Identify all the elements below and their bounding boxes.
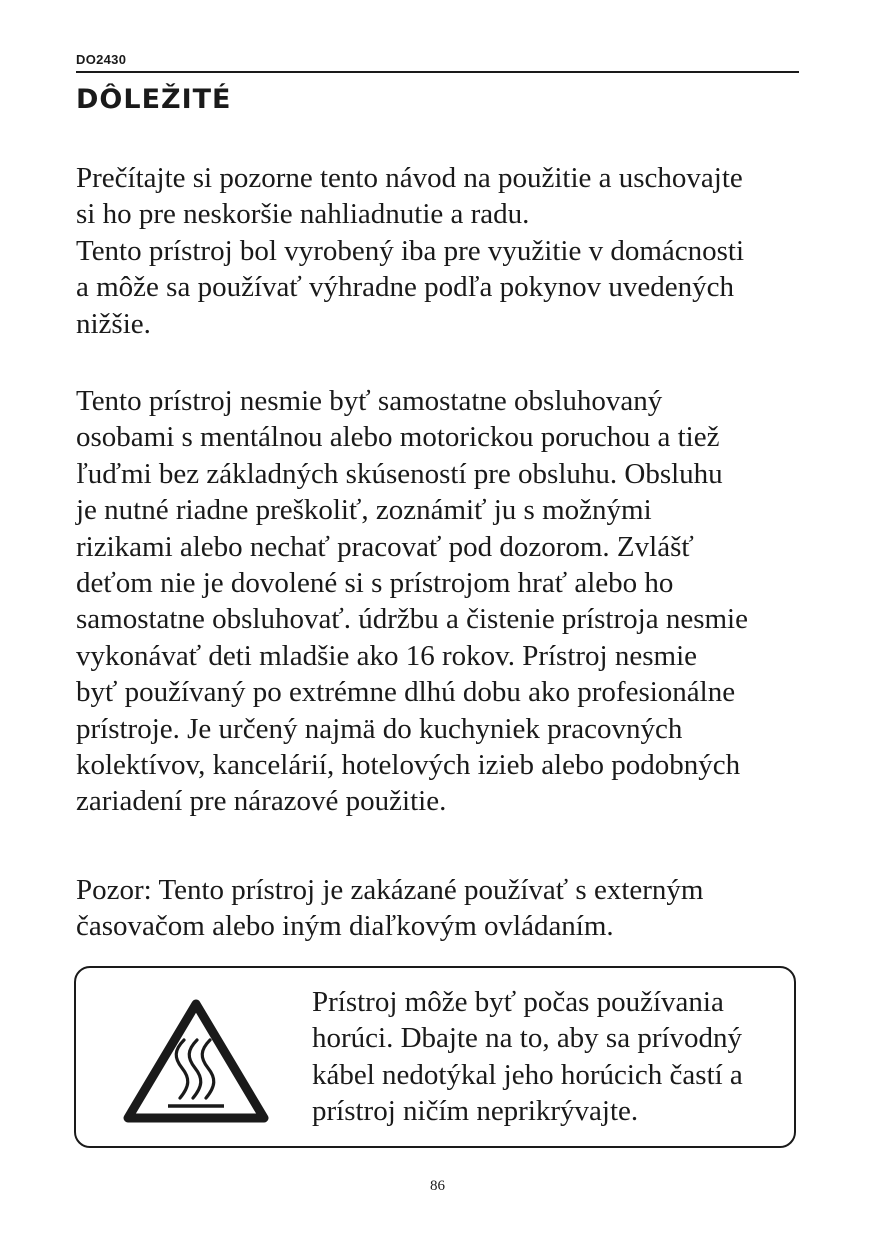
header-divider [76, 71, 799, 73]
model-number: DO2430 [76, 52, 127, 67]
intro-paragraph: Prečítajte si pozorne tento návod na použitie a uschovajte si ho pre neskoršie nahliadnutie a radu. Tento prístroj bol vyrobený iba pre využitie v domácnosti a môže sa používať výhradne podľa pokynov uvedených nižšie. [76, 162, 745, 340]
hot-surface-warning-icon [118, 994, 274, 1126]
safety-paragraph: Tento prístroj nesmie byť samostatne obsluhovaný osobami s mentálnou alebo motorickou poruchou a tiež ľuďmi bez základných skúseností pre obsluhu. Obsluhu je nutné riadne preškoliť, zoznámiť ju s možnými rizikami alebo nechať pracovať pod dozorom. Zvlášť deťom nie je dovolené si s prístrojom hrať alebo ho samostatne obsluhovať. údržbu a čistenie prístroja nesmie vykonávať deti mladšie ako 16 rokov. Prístroj nesmie byť používaný po extrémne dlhú dobu ako profesionálne prístroje. Je určený najmä do kuchyniek pracovných kolektívov, kancelárií, hotelových izieb alebo podobných zariadení pre nárazové použitie. [76, 385, 748, 818]
hot-surface-warning-box [74, 966, 796, 1148]
page-number: 86 [430, 1178, 445, 1194]
page-title: DÔLEŽITÉ [76, 84, 232, 115]
caution-paragraph: Pozor: Tento prístroj je zakázané používať s externým časovačom alebo iným diaľkovým ovládaním. [76, 874, 704, 943]
hot-surface-warning-text: Prístroj môže byť počas používania horúci. Dbajte na to, aby sa prívodný kábel nedotýkal jeho horúcich častí a prístroj ničím neprikrývajte. [312, 986, 743, 1128]
